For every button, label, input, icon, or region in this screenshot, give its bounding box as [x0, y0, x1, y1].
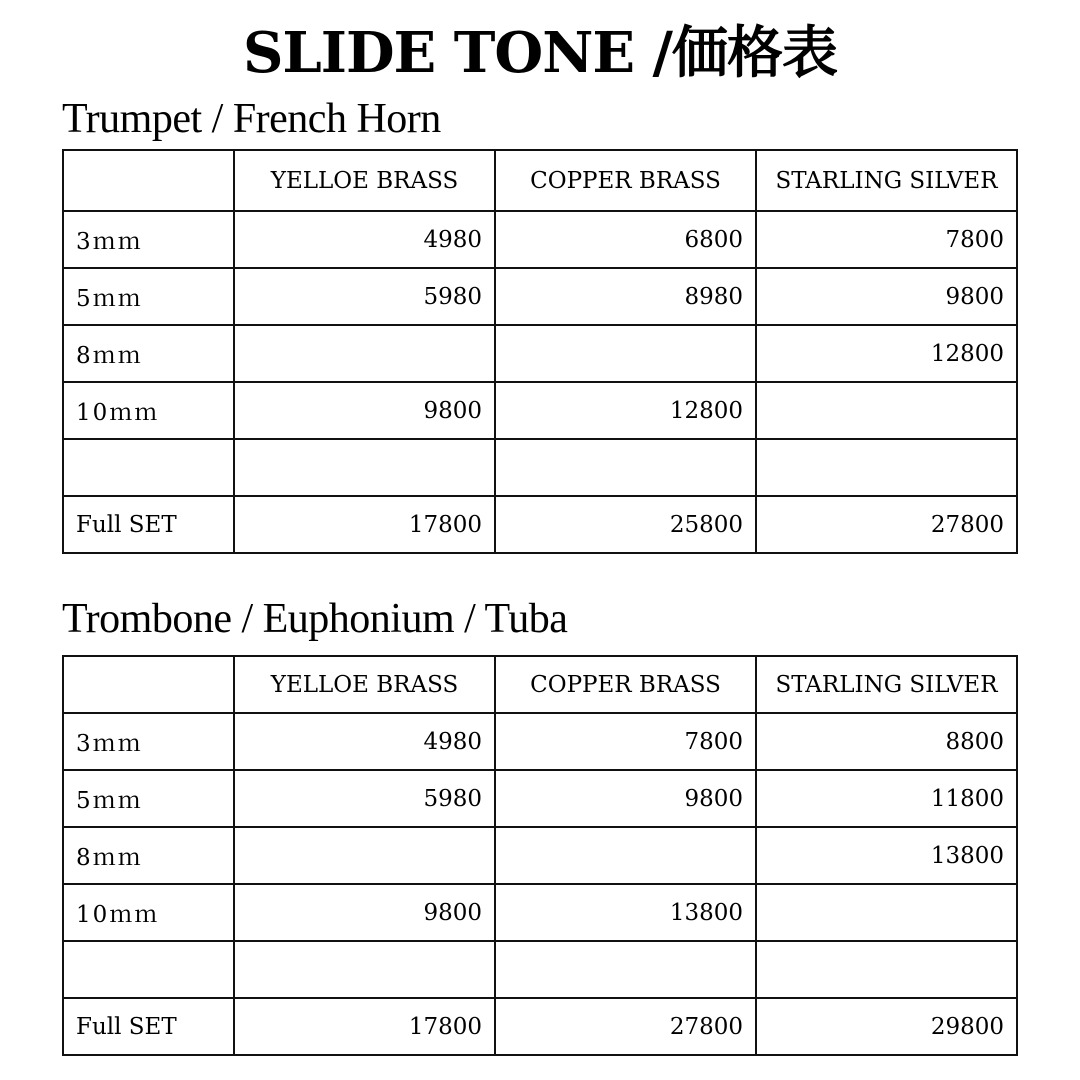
page-title: SLIDE TONE /価格表 — [242, 20, 838, 86]
price-cell — [234, 325, 495, 382]
size-cell: 5ｍｍ — [63, 268, 234, 325]
size-cell: 8ｍｍ — [63, 325, 234, 382]
price-cell — [756, 941, 1017, 998]
section-title-trumpet-french-horn: Trumpet / French Horn — [62, 96, 441, 142]
price-cell — [495, 941, 756, 998]
header-cell-blank — [63, 150, 234, 211]
price-cell: 7800 — [756, 211, 1017, 268]
table-row — [63, 713, 1017, 770]
table-row — [63, 382, 1017, 439]
price-cell: 25800 — [495, 496, 756, 553]
header-cell-blank — [63, 656, 234, 713]
header-cell-yelloe-brass: YELLOE BRASS — [234, 150, 495, 211]
price-cell — [234, 439, 495, 496]
size-cell: 8ｍｍ — [63, 827, 234, 884]
size-cell: 3ｍｍ — [63, 211, 234, 268]
price-cell: 7800 — [495, 713, 756, 770]
price-cell: 9800 — [495, 770, 756, 827]
table-row — [63, 884, 1017, 941]
price-cell — [495, 827, 756, 884]
price-cell: 5980 — [234, 770, 495, 827]
price-cell: 13800 — [756, 827, 1017, 884]
price-cell: 29800 — [756, 998, 1017, 1055]
header-cell-yelloe-brass: YELLOE BRASS — [234, 656, 495, 713]
size-cell: Full SET — [63, 496, 234, 553]
header-cell-copper-brass: COPPER BRASS — [495, 150, 756, 211]
price-cell: 17800 — [234, 496, 495, 553]
size-cell: 10ｍｍ — [63, 382, 234, 439]
price-cell: 4980 — [234, 713, 495, 770]
price-cell: 9800 — [234, 382, 495, 439]
price-cell: 17800 — [234, 998, 495, 1055]
price-cell — [234, 827, 495, 884]
size-cell: 10ｍｍ — [63, 884, 234, 941]
price-cell — [495, 325, 756, 382]
size-cell: 3ｍｍ — [63, 713, 234, 770]
price-cell: 4980 — [234, 211, 495, 268]
size-cell — [63, 439, 234, 496]
table-row — [63, 770, 1017, 827]
price-cell: 27800 — [495, 998, 756, 1055]
price-table-trumpet-french-horn — [62, 149, 1018, 554]
price-cell: 27800 — [756, 496, 1017, 553]
price-cell: 12800 — [495, 382, 756, 439]
size-cell — [63, 941, 234, 998]
table-row — [63, 211, 1017, 268]
price-cell — [756, 382, 1017, 439]
table-row-full-set — [63, 998, 1017, 1055]
price-table-trombone-euphonium-tuba — [62, 655, 1018, 1056]
price-cell: 13800 — [495, 884, 756, 941]
table-row-full-set — [63, 496, 1017, 553]
table-row-empty — [63, 941, 1017, 998]
price-cell: 11800 — [756, 770, 1017, 827]
table-row — [63, 325, 1017, 382]
size-cell: 5ｍｍ — [63, 770, 234, 827]
size-cell: Full SET — [63, 998, 234, 1055]
price-cell: 9800 — [234, 884, 495, 941]
price-cell — [234, 941, 495, 998]
price-cell — [756, 884, 1017, 941]
price-cell: 8800 — [756, 713, 1017, 770]
price-cell: 12800 — [756, 325, 1017, 382]
header-cell-starling-silver: STARLING SILVER — [756, 656, 1017, 713]
table-header-row — [63, 150, 1017, 211]
price-cell: 5980 — [234, 268, 495, 325]
table-header-row — [63, 656, 1017, 713]
table-row — [63, 827, 1017, 884]
price-cell: 6800 — [495, 211, 756, 268]
price-cell — [756, 439, 1017, 496]
section-title-trombone-euphonium-tuba: Trombone / Euphonium / Tuba — [62, 596, 568, 642]
header-cell-starling-silver: STARLING SILVER — [756, 150, 1017, 211]
table-row-empty — [63, 439, 1017, 496]
price-cell — [495, 439, 756, 496]
table-row — [63, 268, 1017, 325]
price-cell: 9800 — [756, 268, 1017, 325]
price-cell: 8980 — [495, 268, 756, 325]
header-cell-copper-brass: COPPER BRASS — [495, 656, 756, 713]
